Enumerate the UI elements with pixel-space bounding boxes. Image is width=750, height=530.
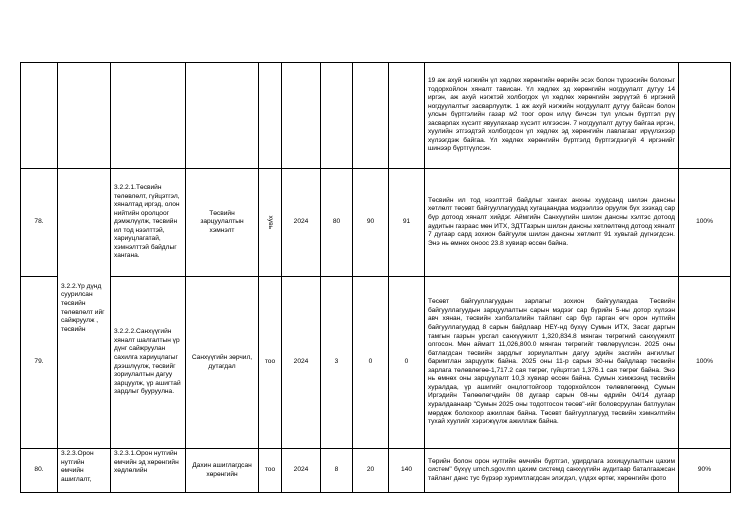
row-number-cell [21,63,58,169]
indicator-cell [186,63,259,169]
unit-text: тоо [259,277,282,449]
completion-cell [679,63,731,169]
sub-goal-cell [111,63,186,169]
progress-description: 19 аж ахуй нэгжийн үл хөдлөх хөрөнгийн өөрийн эсэх болон түрээсийн болохыг тодорхойлон хяналт тависан. Үл хөдлөх эд хөрөнгийн ногдуулалт дутуу 14 иргэн, аж ахуй нэгжтэй холбогдох үл хөдлөх хөрөнгийн зөрүүтэй 6 иргэний ногдуулалтыг засварлуулж. 1 аж ахуй нэгжийн ногдуулалт дутуу байсан болон улсын бүртгэлийн газар м2 тоог орон илүү бичсэн тул улсын бүртгэл рүү засварлах хүсэлт явуулахаар хүсэлт илгээсэн. 7 ногдуулалт дутуу байгаа иргэн, хуулийн этгээдтэй холбогдсон үл хөдлөх эд хөрөнгийн лавлагааг ирүүлэхээр хүлээгдэж байгаа. Үл хөдлөх хөрөнгийн бүртгэлд бүртгэгдээгүй 4 иргэнийг шинээр бүртгүүлсэн. [425,63,679,169]
target-value: 0 [353,277,389,449]
base-year: 2024 [282,169,321,277]
table-row [21,449,731,493]
progress-description: Төсөвт байгууллагуудын зарлагыг зохион байгуулахдаа Төсвийн байгууллагуудын зарцуулалтын сарын мэдээг сар бүрийн 5-ны дотор хүлээн авч хянан, төсвийн хэлбэлзлийн тайланг сар бүр гарган өгч орон нутгийн байгууллагуудад 8 сарын байдлаар НЕҮ-нд бүхүү Сумын ИТХ, Засаг даргын тамгын газрын урсгал санхүүжилт 1,320,834.8 мянган төгрөгний санхүүжилт олгосон. Мөн аймагт 11,026,800.0 мянган төгрөгийг төвлөрүүлсэн. 2025 оны батлагдсан төсвийн зардлыг зориулалтын дагуу эдийн засгийн ангиллыг баримтлан зарцуулж байна. 2025 оны 11-р сарын 30-ны байдлаар төсвийн зарлага төлөвлөгөө-1,717.2 сая төгрөг, гүйцэтгэл 1,376.1 сая төгрөг байна. Энэ нь өмнөх оны зарцуулалт 10,3 хувиар өссөн байна. Сумын хэмжээнд төсвийн хуралдаа, үр ашигийг онцлогтойгоор тодорхойлсон төлөвлөгөөнд Сумын Иргэдийн Төлөөлөгчдийн 08 дугаар сарын 08-ны өдрийн 04/14 дугаар хуралдаанаар "Сумын 2025 оны тодотгосон төсөв"-ийг боловсруулан батлуулан мөрдөж болохоор ажиллаж байна. Төсөвт байгууллагууд төсвийн хэмнэлтийн тухай хуулийг хэрэгжүүлж ажиллаж байна. [425,277,679,449]
actual-value: 0 [389,277,425,449]
base-value: 3 [321,277,353,449]
base-year: 2024 [282,277,321,449]
goal-cell [58,63,111,169]
target-value: 90 [353,169,389,277]
sub-goal-text: 3.2.2.1.Төсвийн төлөвлөлт, гүйцэтгэл, хяналтад иргэд, олон нийтийн оролцоог дэмжлүүлж, төсвийн ил тод нээлттэй, хариуцлагатай, хэмнэлттэй байдлыг хангана. [111,169,186,277]
row-number: 80. [21,449,58,493]
unit-label: хувь [267,215,275,230]
base-value-cell [321,63,353,169]
table-row [21,169,731,277]
report-table [20,62,731,493]
unit-cell [259,63,282,169]
unit-text: тоо [259,449,282,493]
base-value: 80 [321,169,353,277]
goal-text: 3.2.2.Үр дүнд суурилсан төсвийн төлөвлөлт ийг сайжруулж , төсвийн [58,169,111,449]
base-year: 2024 [282,449,321,493]
row-number: 78. [21,169,58,277]
actual-value: 91 [389,169,425,277]
table-row [21,63,731,169]
actual-value: 140 [389,449,425,493]
indicator-text: Төсвийн зарцуулалтын хэмнэлт [186,169,259,277]
base-year-cell [282,63,321,169]
completion-percent: 90% [679,449,731,493]
completion-percent: 100% [679,169,731,277]
progress-description: Төсвийн ил тод нээлттэй байдлыг хангах анхны хуудсанд шилэн дансны хөтлөлт төсөвт байгууллагуудад хугацаандаа мэдээллээ оруулж бүх зээхад сар бүр дотоод хяналт хийдэг. Аймгийн Санхүүгийн шилэн дансны хэлтэс дотоод аудитын газраас мөн ИТХ, ЗДТГазрын шилэн дансны хөтлөлтөнд дотоод хяналт 7 дугаар сард зохион байгуулж шилэн дансны хөтлөлт 91 хувьтай дүгнэгдсэн. Энэ нь өмнөх оноос 23.8 хувиар өссөн байна. [425,169,679,277]
row-number: 79. [21,277,58,449]
table-row [21,277,731,449]
unit-text [259,169,282,277]
indicator-text: Дахин ашиглагдсан хөрөнгийн [186,449,259,493]
base-value: 8 [321,449,353,493]
sub-goal-text: 3.2.3.1.Орон нутгийн өмчийн эд хөрөнгийн хөдлөлийн [111,449,186,493]
indicator-text: Санхүүгийн зөрчил, дутагдал [186,277,259,449]
actual-value-cell [389,63,425,169]
sub-goal-text: 3.2.2.2.Санхүүгийн хяналт шалгалтын үр дүнг сайжруулан сахилга хариуцлагыг дээшлүүлж, төсвийг зориулалтын дагуу зарцуулж, үр ашигтай зардлыг бууруулна. [111,277,186,449]
completion-percent: 100% [679,277,731,449]
target-value-cell [353,63,389,169]
goal-text: 3.2.3.Орон нутгийн өмчийн ашиглалт, [58,449,111,493]
target-value: 20 [353,449,389,493]
progress-description: Төрийн болон орон нутгийн өмчийн бүртгэл, удирдлага зохицуулалтын цахим систем" бүхүү umch.sgov.mn цахим системд санхүүгийн аудитаар баталгаажсан тайланг данс тус бүрээр хуримтлагдсан элэгдэл, үлдэх өртөг, хөрөнгийн фото [425,449,679,493]
